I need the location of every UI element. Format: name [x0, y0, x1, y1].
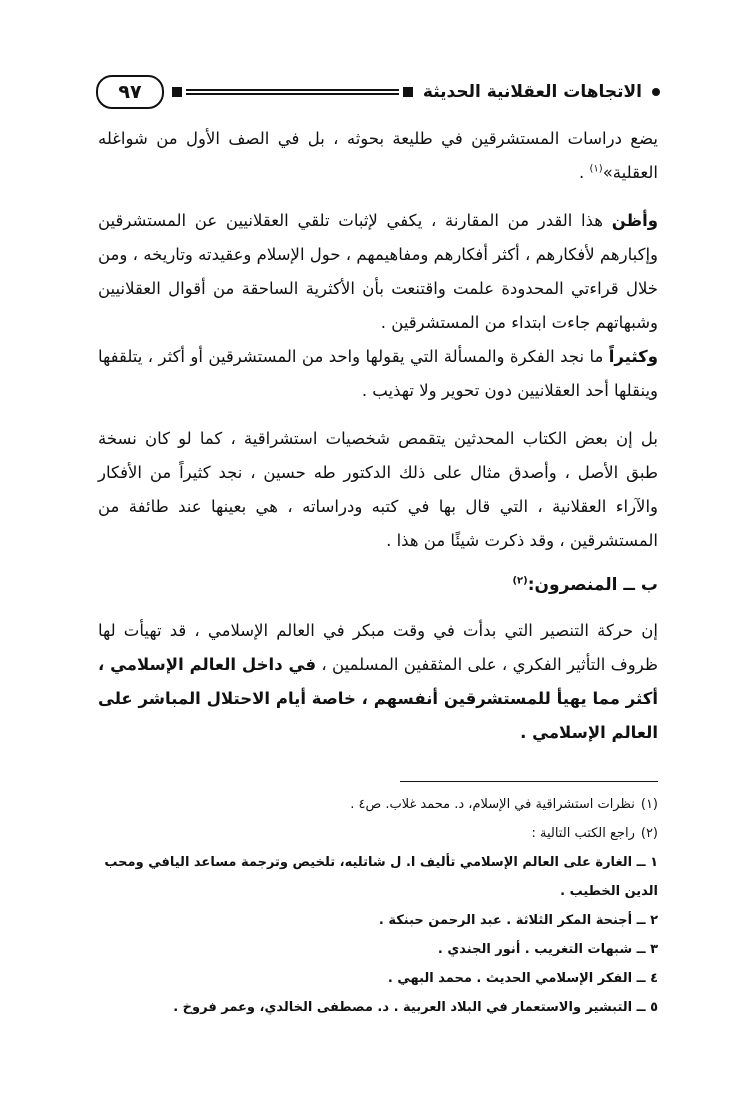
paragraph-2-lead: وأظن	[611, 211, 658, 230]
paragraph-5-bold-text: في داخل العالم الإسلامي ، أكثر مما يهيأ للمستشرقين أنفسهم ، خاصة أيام الاحتلال المباشر على العالم الإسلامي .	[98, 655, 658, 742]
footnote-separator	[400, 781, 658, 782]
bullet-icon	[652, 88, 660, 96]
paragraph-5	[98, 614, 658, 750]
footnote-2-text: راجع الكتب التالية :	[531, 826, 635, 841]
footnote-1-number: (١)	[640, 797, 658, 812]
footnotes	[98, 790, 658, 1022]
paragraph-3-lead: وكثيراً	[608, 347, 658, 366]
footnote-ref-1: (١)	[589, 163, 603, 175]
footnote-2	[98, 819, 658, 848]
reference-item: ٣ ــ شبهات التغريب . أنور الجندي .	[437, 942, 658, 957]
page-number: ٩٧	[96, 75, 164, 109]
rule-end-block	[172, 87, 182, 97]
paragraph-2	[98, 204, 658, 340]
footnote-2-number: (٢)	[640, 826, 658, 841]
header-rule	[172, 87, 413, 97]
paragraph-3-text: ما نجد الفكرة والمسألة التي يقولها واحد من المستشرقين أو أكثر ، يتلقفها وينقلها أحد العقلانيين دون تحوير ولا تهذيب .	[98, 347, 658, 400]
rule-end-block	[403, 87, 413, 97]
paragraph-4: بل إن بعض الكتاب المحدثين يتقمص شخصيات استشراقية ، كما لو كان نسخة طبق الأصل ، وأصدق مثال على ذلك الدكتور طه حسين ، نجد كثيراً من الأفكار والآراء العقلانية ، التي قال بها في كتبه ودراساته ، هي بعينها عند طائفة من المستشرقين ، وقد ذكرت شيئًا من هذا .	[98, 429, 658, 550]
footnote-ref-2: (٢)	[512, 575, 528, 587]
reference-list	[98, 848, 658, 1022]
reference-item: ٥ ــ التبشير والاستعمار في البلاد العربية . د. مصطفى الخالدي، وعمر فروخ .	[173, 1000, 658, 1015]
rule-line	[186, 89, 399, 95]
paragraph-1-text: يضع دراسات المستشرقين في طليعة بحوثه ، بل في الصف الأول من شواغله العقلية»	[98, 129, 658, 182]
footnote-1	[98, 790, 658, 819]
section-heading-text: ب ــ المنصرون:	[527, 575, 658, 595]
paragraph-5-text: إن حركة التنصير التي بدأت في وقت مبكر في العالم الإسلامي ، قد تهيأت لها ظروف التأثير الفكري ، على المثقفين المسلمين ،	[98, 621, 658, 674]
main-text	[98, 122, 658, 750]
reference-item: ٢ ــ أجنحة المكر الثلاثة . عبد الرحمن حبنكة .	[378, 913, 658, 928]
section-heading	[98, 568, 658, 602]
reference-item: ٤ ــ الفكر الإسلامي الحديث . محمد البهي .	[387, 971, 658, 986]
paragraph-1	[98, 122, 658, 190]
reference-item: ١ ــ الغارة على العالم الإسلامي تأليف ا. ل شاتليه، تلخيص وترجمة مساعد اليافي ومحب الدين الخطيب .	[104, 855, 658, 899]
paragraph-3	[98, 340, 658, 408]
paragraph-2-text: هذا القدر من المقارنة ، يكفي لإثبات تلقي العقلانيين عن المستشرقين وإكبارهم لأفكارهم ، أكثر أفكارهم ومفاهيمهم ، حول الإسلام وعقيدته وتاريخه ، ومن خلال قراءتي المحدودة علمت واقتنعت بأن الأكثرية الساحقة من أقوال العقلانيين وشبهاتهم جاءت ابتداء من المستشرقين .	[98, 211, 658, 332]
footnote-1-text: نظرات استشراقية في الإسلام، د. محمد غلاب. ص٤ .	[350, 797, 635, 812]
running-title: الاتجاهات العقلانية الحديثة	[422, 82, 642, 102]
page-header	[96, 74, 660, 110]
paragraph-1-end: .	[579, 163, 585, 182]
